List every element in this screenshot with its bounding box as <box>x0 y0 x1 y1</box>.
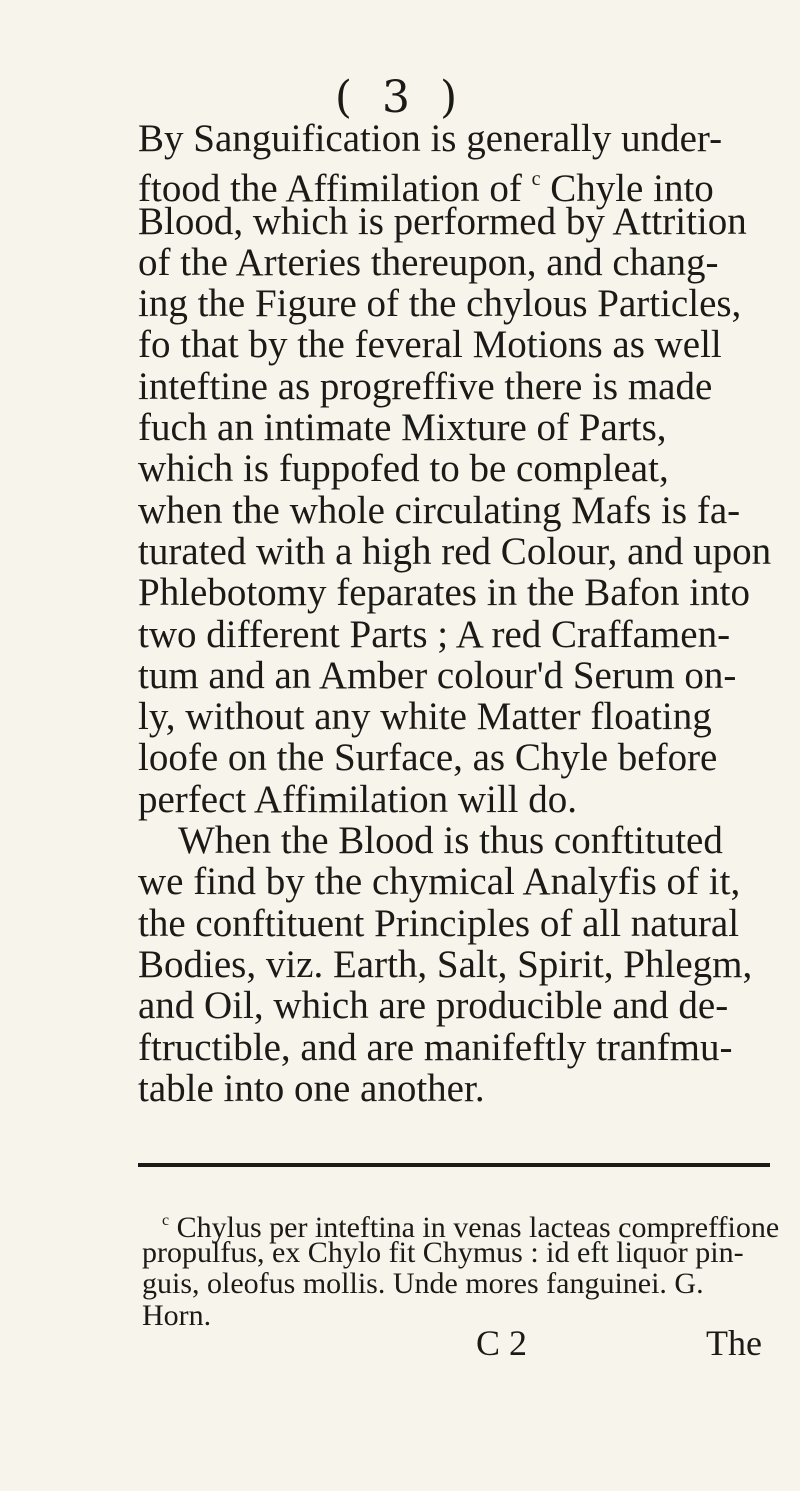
text-line-22: and Oil, which are producible and de- <box>138 984 729 1028</box>
text-line-2-start: ftood the Affimilation of <box>138 167 522 211</box>
text-line-3: Blood, which is performed by Attrition <box>138 199 747 243</box>
text-line-13: two different Parts ; A red Craffamen- <box>138 612 731 656</box>
text-line-17: perfect Affimilation will do. <box>138 777 578 821</box>
text-line-2 <box>138 159 778 211</box>
text-line-15: ly, without any white Matter floating <box>138 695 712 739</box>
footnote-reference: c <box>531 168 541 191</box>
text-line-12: Phlebotomy feparates in the Bafon into <box>138 571 750 615</box>
text-line-2-end: Chyle into <box>540 167 714 211</box>
text-line-24: table into one another. <box>138 1066 485 1110</box>
footnote-line-1-text: Chylus per inteftina in venas lacteas compreffione <box>176 1211 780 1244</box>
catchword: The <box>706 1323 762 1363</box>
body-text <box>138 118 778 1109</box>
text-line-19: we find by the chymical Analyfis of it, <box>138 860 741 904</box>
footnote-rule <box>138 1163 770 1167</box>
page-number: ( 3 ) <box>334 72 466 123</box>
text-line-7: inteftine as progreffive there is made <box>138 364 713 408</box>
text-line-16: loofe on the Surface, as Chyle before <box>138 736 718 780</box>
text-line-1: By Sanguification is generally under- <box>138 117 723 160</box>
text-line-9: which is fuppofed to be compleat, <box>138 447 669 491</box>
footnote-line-2: propulfus, ex Chylo fit Chymus : id eft liquor pin- <box>142 1235 744 1269</box>
text-line-5: ing the Figure of the chylous Particles, <box>138 282 742 326</box>
footnote-marker: c <box>162 1212 170 1229</box>
text-line-6: fo that by the feveral Motions as well <box>138 323 722 367</box>
text-line-14: tum and an Amber colour'd Serum on- <box>138 653 737 697</box>
signature-mark: C 2 <box>476 1323 528 1363</box>
text-line-18: When the Blood is thus conftituted <box>178 819 723 863</box>
text-line-8: fuch an intimate Mixture of Parts, <box>138 406 667 450</box>
footnote-line-3: guis, oleofus mollis. Unde mores fanguinei. G. <box>142 1267 704 1300</box>
text-line-20: the conftituent Principles of all natural <box>138 901 740 945</box>
text-line-21: Bodies, viz. Earth, Salt, Spirit, Phlegm, <box>138 942 753 986</box>
text-line-10: when the whole circulating Mafs is fa- <box>138 488 741 532</box>
text-line-23: ftructible, and are manifeftly tranfmu- <box>138 1025 733 1069</box>
footnote-line-4: Horn. <box>142 1298 212 1332</box>
footnote <box>142 1205 782 1331</box>
footnote-line-1 <box>142 1205 782 1244</box>
text-line-11: turated with a high red Colour, and upon <box>138 529 772 573</box>
text-line-4: of the Arteries thereupon, and chang- <box>138 240 719 284</box>
